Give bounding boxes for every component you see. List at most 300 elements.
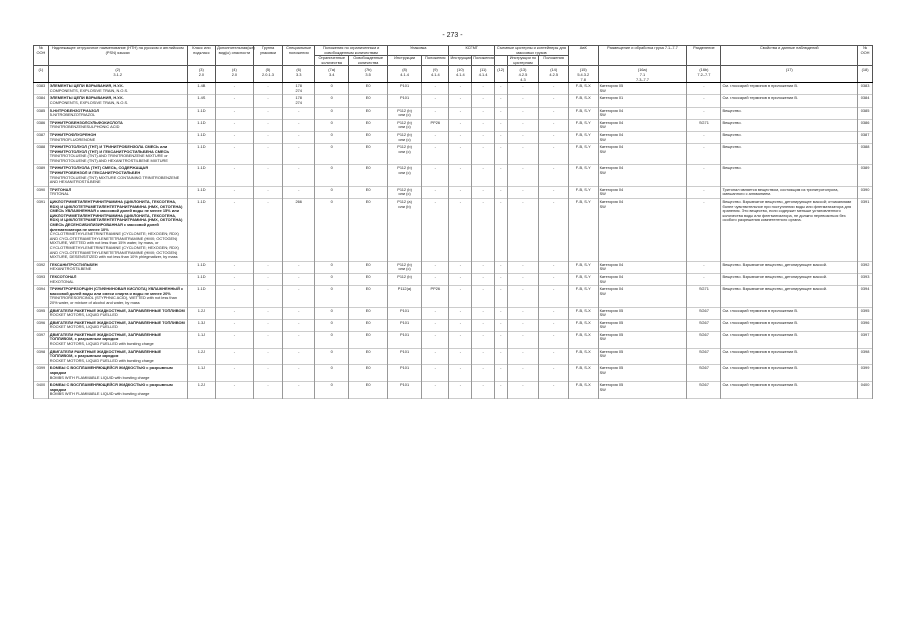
cell-tank-provision: -	[539, 307, 569, 319]
cell-tank-provision: -	[539, 319, 569, 331]
name-english: ROCKET MOTORS, LIQUID FUELLED	[49, 324, 118, 330]
cell-limited-quantity: 0	[315, 382, 349, 399]
cell-tank-12: -	[494, 273, 507, 285]
cell-shipping-name	[48, 199, 187, 262]
cell-class: 1.2J	[187, 307, 215, 319]
table-row	[34, 95, 873, 107]
cell-limited-quantity: 0	[315, 261, 349, 273]
cell-tank-instruction: -	[507, 186, 539, 198]
name-english: HEXOTONAL	[49, 278, 74, 284]
cell-tank-instruction: -	[507, 261, 539, 273]
name-russian: БОМБЫ С ВОСПЛАМЕНЯЮЩЕЙСЯ ЖИДКОСТЬЮ с разрывным зарядом	[49, 365, 173, 376]
cell-packing-instruction: P101	[388, 319, 422, 331]
header-class: Класс или подкласс	[187, 46, 215, 66]
cell-ibc-instruction: -	[449, 144, 472, 165]
header-subsidiary-hazard: Дополнительная(ые) вид(ы) опасности	[216, 46, 254, 66]
cell-tank-instruction: -	[507, 307, 539, 319]
cell-segregation: -	[687, 261, 721, 273]
cell-shipping-name	[48, 382, 187, 399]
cell-shipping-name	[48, 131, 187, 143]
cell-excepted-quantity: E0	[349, 95, 388, 107]
cell-ems: F-B, S-Y	[568, 165, 598, 186]
cell-ibc-provision: -	[472, 348, 495, 365]
colnum-2: (2) 3.1.2	[48, 66, 187, 83]
cell-shipping-name	[48, 307, 187, 319]
cell-excepted-quantity: E0	[349, 382, 388, 399]
table-row	[34, 144, 873, 165]
cell-packing-group: -	[253, 348, 283, 365]
cell-class: 1.1J	[187, 365, 215, 382]
cell-ibc-instruction: -	[449, 286, 472, 307]
cell-stowage: Категория 04 SW	[598, 273, 687, 285]
cell-properties: Вещество. Взрывчатое вещество, детонирующее массой.	[721, 273, 858, 285]
cell-packing-instruction: P112 (b)	[388, 273, 422, 285]
colnum-15: (15) 5.4.3.2 7.8	[568, 66, 598, 83]
name-english: TRINITRORESORCINOL (STYPHNIC ACID), WETTED with not less than 20% water, or mixture of alcohol and water, by mass	[49, 295, 177, 305]
cell-tank-instruction: -	[507, 348, 539, 365]
cell-ems: F-B, S-Y	[568, 186, 598, 198]
cell-class: 1.2J	[187, 348, 215, 365]
cell-packing-group: -	[253, 186, 283, 198]
cell-un-number: 0383	[34, 83, 49, 95]
name-russian: ТРИНИТРОФЛУОРЕНОН	[49, 131, 97, 137]
table-row	[34, 119, 873, 131]
dangerous-goods-table	[33, 45, 873, 399]
table-row	[34, 319, 873, 331]
cell-excepted-quantity: E0	[349, 119, 388, 131]
cell-tank-12: -	[494, 107, 507, 119]
cell-packing-instruction: P112 (b) или (c)	[388, 144, 422, 165]
cell-class: 1.1D	[187, 199, 215, 262]
cell-packing-group: -	[253, 95, 283, 107]
cell-un-number-right: 0388	[858, 144, 873, 165]
cell-excepted-quantity: E0	[349, 165, 388, 186]
cell-properties: См. глоссарий терминов в приложении B.	[721, 83, 858, 95]
cell-un-number-right: 0393	[858, 273, 873, 285]
cell-ems: F-B, S-Y	[568, 261, 598, 273]
name-english: BOMBS WITH FLAMMABLE LIQUID with bursting charge	[49, 374, 150, 380]
cell-properties: Вещество. Взрывчатое вещество, детонирующее массой.	[721, 261, 858, 273]
cell-properties: Вещество. Взрывчатое вещество, детонирующее массой.	[721, 286, 858, 307]
cell-limited-quantity: 0	[315, 95, 349, 107]
cell-subsidiary-hazard: -	[216, 365, 254, 382]
cell-packing-group: -	[253, 144, 283, 165]
cell-un-number-right: 0387	[858, 131, 873, 143]
header-ibc-provisions: Положения	[472, 56, 495, 66]
cell-tank-instruction: -	[507, 119, 539, 131]
cell-shipping-name	[48, 319, 187, 331]
cell-properties: Тритонал является веществом, состоящим из тринитротолуола, смешанного с алюминием.	[721, 186, 858, 198]
cell-tank-12: -	[494, 83, 507, 95]
cell-ibc-instruction: -	[449, 273, 472, 285]
cell-un-number-right: 0383	[858, 83, 873, 95]
cell-packing-instruction: P112 (b) или (c)	[388, 261, 422, 273]
header-packing-instructions: Инструкции	[388, 56, 422, 66]
cell-ibc-provision: -	[472, 107, 495, 119]
cell-ems: F-B, S-Y	[568, 119, 598, 131]
cell-packing-provision: -	[422, 107, 449, 119]
name-russian: ТРИНИТРОБЕНЗОЛСУЛЬФОКИСЛОТА	[49, 119, 123, 125]
cell-un-number-right: 0391	[858, 199, 873, 262]
cell-un-number: 0390	[34, 186, 49, 198]
cell-tank-provision: -	[539, 165, 569, 186]
cell-limited-quantity: 0	[315, 348, 349, 365]
cell-ibc-provision: -	[472, 83, 495, 95]
colnum-3: (3) 2.0	[187, 66, 215, 83]
cell-packing-provision: -	[422, 365, 449, 382]
cell-subsidiary-hazard: -	[216, 199, 254, 262]
cell-packing-provision: -	[422, 131, 449, 143]
cell-ems: F-B, S-X	[568, 95, 598, 107]
cell-limited-quantity: 0	[315, 107, 349, 119]
cell-packing-group: -	[253, 131, 283, 143]
colnum-9: (9) 4.1.4	[422, 66, 449, 83]
cell-special-provisions: -	[283, 365, 315, 382]
name-russian: ТРИНИТРОТОЛУОЛА (ТНТ) СМЕСЬ, СОДЕРЖАЩАЯ ТРИНИТРОБЕНЗОЛ И ГЕКСАНИТРОСТИЛЬБЕН	[49, 165, 149, 176]
cell-ems: F-B, S-Y	[568, 144, 598, 165]
cell-packing-instruction: P112 (b) или (c)	[388, 186, 422, 198]
cell-tank-12: -	[494, 365, 507, 382]
cell-subsidiary-hazard: -	[216, 95, 254, 107]
cell-packing-provision: -	[422, 331, 449, 348]
cell-shipping-name	[48, 144, 187, 165]
cell-tank-provision: -	[539, 382, 569, 399]
cell-segregation: SG71	[687, 286, 721, 307]
cell-ibc-provision: -	[472, 331, 495, 348]
cell-un-number: 0398	[34, 348, 49, 365]
cell-shipping-name	[48, 261, 187, 273]
cell-ems: F-B, S-Y	[568, 199, 598, 262]
header-special-provisions: Специальные положения	[283, 46, 315, 66]
cell-tank-provision: -	[539, 365, 569, 382]
table-row	[34, 83, 873, 95]
cell-excepted-quantity: E0	[349, 131, 388, 143]
cell-un-number: 0384	[34, 95, 49, 107]
cell-tank-12: -	[494, 286, 507, 307]
cell-packing-instruction: P101	[388, 307, 422, 319]
header-segregation: Разделение	[687, 46, 721, 66]
cell-tank-provision: -	[539, 144, 569, 165]
cell-ibc-instruction: -	[449, 165, 472, 186]
cell-properties: Вещество.	[721, 119, 858, 131]
cell-tank-instruction: -	[507, 273, 539, 285]
cell-un-number-right: 0398	[858, 348, 873, 365]
name-english: 5-NITROBENZOTRIAZOL	[49, 112, 96, 118]
table-row	[34, 273, 873, 285]
colnum-8: (8) 4.1.4	[388, 66, 422, 83]
cell-tank-provision: -	[539, 83, 569, 95]
cell-ems: F-B, S-X	[568, 348, 598, 365]
name-english: ROCKET MOTORS, LIQUID FUELLED with bursting charge	[49, 341, 154, 347]
cell-un-number-right: 0400	[858, 382, 873, 399]
cell-special-provisions: -	[283, 144, 315, 165]
cell-special-provisions: -	[283, 273, 315, 285]
header-packing: Упаковка	[388, 46, 449, 56]
cell-stowage: Категория 05 SW	[598, 319, 687, 331]
cell-class: 1.4B	[187, 83, 215, 95]
name-english: HEXANITROSTILBENE	[49, 266, 92, 272]
cell-segregation: SG67	[687, 365, 721, 382]
cell-subsidiary-hazard: -	[216, 286, 254, 307]
cell-special-provisions: -	[283, 348, 315, 365]
cell-subsidiary-hazard: -	[216, 348, 254, 365]
colnum-10: (10) 4.1.4	[449, 66, 472, 83]
name-russian: ГЕКСАНИТРОСТИЛЬБЕН	[49, 261, 98, 267]
cell-tank-12: -	[494, 144, 507, 165]
cell-tank-provision: -	[539, 273, 569, 285]
cell-ibc-instruction: -	[449, 331, 472, 348]
cell-un-number: 0389	[34, 165, 49, 186]
cell-special-provisions: -	[283, 261, 315, 273]
cell-limited-quantity: 0	[315, 119, 349, 131]
cell-ibc-instruction: -	[449, 261, 472, 273]
cell-packing-group: -	[253, 365, 283, 382]
table-row	[34, 165, 873, 186]
cell-ibc-provision: -	[472, 119, 495, 131]
header-limited-sub: Ограниченные количества	[315, 56, 349, 66]
cell-segregation: -	[687, 273, 721, 285]
cell-ibc-provision: -	[472, 95, 495, 107]
cell-class: 1.1D	[187, 273, 215, 285]
cell-packing-provision: -	[422, 165, 449, 186]
cell-stowage: Категория 04 SW	[598, 131, 687, 143]
cell-ibc-provision: -	[472, 319, 495, 331]
cell-un-number: 0386	[34, 119, 49, 131]
name-russian: ТРИНИТРОРЕЗОРЦИН (СТИФНИНОВАЯ КИСЛОТА) УВЛАЖНЕННЫЙ с массовой долей воды или смеси спирта и воды не менее 20%	[49, 286, 184, 296]
cell-segregation: SG67	[687, 382, 721, 399]
cell-un-number-right: 0395	[858, 307, 873, 319]
cell-un-number: 0388	[34, 144, 49, 165]
colnum-16a: (16a) 7.1 7.3–7.7	[598, 66, 687, 83]
cell-shipping-name	[48, 83, 187, 95]
cell-un-number-right: 0386	[858, 119, 873, 131]
cell-tank-12: -	[494, 186, 507, 198]
cell-ibc-instruction: -	[449, 365, 472, 382]
cell-limited-quantity: 0	[315, 331, 349, 348]
cell-stowage: Категория 04 SW	[598, 286, 687, 307]
cell-packing-group: -	[253, 83, 283, 95]
cell-limited-quantity: 0	[315, 131, 349, 143]
name-english: BOMBS WITH FLAMMABLE LIQUID with bursting charge	[49, 391, 150, 397]
table-row	[34, 199, 873, 262]
cell-ibc-provision: -	[472, 131, 495, 143]
cell-packing-group: -	[253, 286, 283, 307]
cell-excepted-quantity: E0	[349, 83, 388, 95]
cell-properties: Вещество.	[721, 165, 858, 186]
cell-ibc-instruction: -	[449, 95, 472, 107]
cell-tank-provision: -	[539, 95, 569, 107]
cell-tank-12: -	[494, 131, 507, 143]
cell-properties: См. глоссарий терминов в приложении B.	[721, 348, 858, 365]
cell-ibc-instruction: -	[449, 107, 472, 119]
cell-segregation: -	[687, 95, 721, 107]
cell-segregation: SG67	[687, 319, 721, 331]
cell-tank-instruction: -	[507, 365, 539, 382]
cell-un-number-right: 0396	[858, 319, 873, 331]
cell-properties: См. глоссарий терминов в приложении B.	[721, 365, 858, 382]
table-row	[34, 186, 873, 198]
header-properties: Свойства и данные наблюдений	[721, 46, 858, 66]
cell-un-number-right: 0397	[858, 331, 873, 348]
cell-tank-provision: -	[539, 261, 569, 273]
name-english: TRINITROFLUORENONE	[49, 136, 96, 142]
name-english: TRINITROTOLUENE (TNT) MIXTURE CONTAINING TRINITROBENZENE AND HEXANITROSTILBENE	[49, 174, 180, 185]
cell-tank-provision: -	[539, 331, 569, 348]
cell-special-provisions: -	[283, 186, 315, 198]
cell-subsidiary-hazard: -	[216, 331, 254, 348]
cell-excepted-quantity: E0	[349, 186, 388, 198]
name-russian: ЭЛЕМЕНТЫ ЦЕПИ ВЗРЫВАНИЯ, Н.У.К.	[49, 83, 124, 89]
cell-ibc-instruction: -	[449, 83, 472, 95]
cell-ems: F-B, S-X	[568, 382, 598, 399]
cell-tank-instruction: -	[507, 319, 539, 331]
cell-excepted-quantity: E0	[349, 144, 388, 165]
cell-segregation: -	[687, 165, 721, 186]
cell-ems: F-B, S-X	[568, 307, 598, 319]
cell-ibc-instruction: -	[449, 131, 472, 143]
cell-segregation: -	[687, 131, 721, 143]
cell-stowage: Категория 01	[598, 95, 687, 107]
cell-special-provisions: -	[283, 319, 315, 331]
cell-ibc-provision: -	[472, 165, 495, 186]
cell-special-provisions: -	[283, 119, 315, 131]
colnum-5: (5) 2.0.1.3	[253, 66, 283, 83]
cell-shipping-name	[48, 273, 187, 285]
cell-tank-instruction: -	[507, 83, 539, 95]
cell-tank-12: -	[494, 119, 507, 131]
cell-stowage: Категория 05 SW	[598, 307, 687, 319]
cell-class: 1.1D	[187, 144, 215, 165]
cell-un-number-right: 0399	[858, 365, 873, 382]
cell-properties: Вещество.	[721, 131, 858, 143]
cell-ems: F-B, S-Y	[568, 131, 598, 143]
cell-tank-12: -	[494, 331, 507, 348]
cell-subsidiary-hazard: -	[216, 273, 254, 285]
cell-stowage: Категория 04 SW	[598, 119, 687, 131]
cell-stowage: Категория 04 SW	[598, 165, 687, 186]
cell-packing-instruction: P112 (b) или (c)	[388, 165, 422, 186]
cell-packing-group: -	[253, 261, 283, 273]
cell-tank-instruction: -	[507, 286, 539, 307]
name-english: TRINITROBENZENESULPHONIC ACID	[49, 124, 120, 130]
cell-shipping-name	[48, 107, 187, 119]
cell-packing-instruction: P101	[388, 83, 422, 95]
cell-ibc-instruction: -	[449, 119, 472, 131]
name-russian: ДВИГАТЕЛИ РАКЕТНЫЕ ЖИДКОСТНЫЕ, ЗАПРАВЛЕННЫЕ ТОПЛИВОМ, с разрывным зарядом	[49, 348, 162, 359]
cell-ibc-provision: -	[472, 286, 495, 307]
cell-tank-instruction: -	[507, 165, 539, 186]
cell-ibc-instruction: -	[449, 319, 472, 331]
cell-ibc-provision: -	[472, 365, 495, 382]
cell-special-provisions: -	[283, 382, 315, 399]
header-excepted-sub: Освобожденные количества	[349, 56, 388, 66]
cell-shipping-name	[48, 186, 187, 198]
name-english: ROCKET MOTORS, LIQUID FUELLED with bursting charge	[49, 357, 154, 363]
cell-tank-12: -	[494, 319, 507, 331]
cell-class: 1.1D	[187, 131, 215, 143]
cell-properties: См. глоссарий терминов в приложении B.	[721, 95, 858, 107]
cell-excepted-quantity: E0	[349, 107, 388, 119]
colnum-18: (18)	[858, 66, 873, 83]
cell-limited-quantity: 0	[315, 165, 349, 186]
cell-ibc-provision: -	[472, 199, 495, 262]
table-row	[34, 261, 873, 273]
cell-shipping-name	[48, 286, 187, 307]
header-tank-instructions: Инструкции по цистернам	[507, 56, 539, 66]
cell-excepted-quantity: E0	[349, 348, 388, 365]
table-row	[34, 107, 873, 119]
header-un-number-right: № ООН	[858, 46, 873, 66]
cell-class: 1.1J	[187, 331, 215, 348]
colnum-13: (13) 4.2.5 4.3	[507, 66, 539, 83]
cell-shipping-name	[48, 95, 187, 107]
cell-packing-instruction: P101	[388, 382, 422, 399]
cell-ibc-provision: -	[472, 186, 495, 198]
table-row	[34, 131, 873, 143]
cell-segregation: SG71	[687, 119, 721, 131]
cell-subsidiary-hazard: -	[216, 186, 254, 198]
cell-class: 1.1D	[187, 165, 215, 186]
header-ems: АвК	[568, 46, 598, 66]
header-packing-group: Группа упаковки	[253, 46, 283, 66]
cell-special-provisions: 178 274	[283, 95, 315, 107]
cell-un-number: 0394	[34, 286, 49, 307]
cell-tank-provision: -	[539, 107, 569, 119]
cell-packing-provision: -	[422, 83, 449, 95]
cell-excepted-quantity: E0	[349, 307, 388, 319]
header-un-number: № ООН	[34, 46, 49, 66]
cell-packing-provision: -	[422, 186, 449, 198]
cell-excepted-quantity: E0	[349, 273, 388, 285]
cell-tank-12: -	[494, 382, 507, 399]
name-russian: 5-НИТРОБЕНЗОТРИАЗОЛ	[49, 107, 100, 113]
cell-tank-instruction: -	[507, 331, 539, 348]
header-ibc: КСГМГ	[449, 46, 495, 56]
name-russian: ТРИНИТРОТОЛУОЛ (ТНТ) И ТРИНИТРОБЕНЗОЛА СМЕСЬ или ТРИНИТРОТОЛУОЛ (ТНТ) И ГЕКСАНИТРОСТИЛЬБЕНА СМЕСЬ	[49, 144, 170, 154]
cell-subsidiary-hazard: -	[216, 261, 254, 273]
cell-un-number: 0396	[34, 319, 49, 331]
cell-un-number-right: 0385	[858, 107, 873, 119]
cell-special-provisions: 178 274	[283, 83, 315, 95]
cell-ems: F-B, S-X	[568, 365, 598, 382]
cell-limited-quantity: 0	[315, 286, 349, 307]
cell-subsidiary-hazard: -	[216, 131, 254, 143]
cell-tank-provision: -	[539, 348, 569, 365]
cell-class: 1.1D	[187, 261, 215, 273]
cell-subsidiary-hazard: -	[216, 382, 254, 399]
cell-tank-provision: -	[539, 286, 569, 307]
cell-packing-group: -	[253, 199, 283, 262]
cell-tank-instruction: -	[507, 199, 539, 262]
cell-packing-instruction: P101	[388, 95, 422, 107]
colnum-4: (4) 2.0	[216, 66, 254, 83]
cell-tank-provision: -	[539, 186, 569, 198]
name-english: CYCLOTRIMETHYLENETRINITRAMINE (CYCLONITE; HEXOGEN; RDX) AND CYCLOTETRAMETHYLENETETRANITRAMINE (HMX; OCTOGEN) MIXTURE, WETTED with not less than 15% water, by mass, or CYCLOTRIMETHYLENETRINITRAMINE (CYCLONITE; HEXOGEN; RDX) AND CYCLOTETRAMETHYLENETETRANITRAMINE (HMX; OCTOGEN) MIXTURE, DESENSITIZED with not less than 10% phlegmatizer, by mass	[49, 231, 179, 260]
cell-packing-instruction: P101	[388, 365, 422, 382]
cell-un-number-right: 0392	[858, 261, 873, 273]
cell-packing-provision: -	[422, 273, 449, 285]
cell-tank-instruction: -	[507, 107, 539, 119]
cell-excepted-quantity: E0	[349, 286, 388, 307]
cell-class: 1.1D	[187, 107, 215, 119]
cell-properties: См. глоссарий терминов в приложении B.	[721, 331, 858, 348]
cell-subsidiary-hazard: -	[216, 83, 254, 95]
colnum-1: (1)	[34, 66, 49, 83]
name-russian: ЦИКЛОТРИМЕТИЛЕНТРИНИТРАМИНА (ЦИКЛОНИТА, ГЕКСОГЕНА, RDX) И ЦИКЛОТЕТРАМЕТИЛЕНТЕТРАНИТРАМИНА (HMX, ОКТОГЕНА) СМЕСЬ УВЛАЖНЕННАЯ с массовой долей воды не менее 15% или ЦИКЛОТРИМЕТИЛЕНТРИНИТРАМИНА (ЦИКЛОНИТА, ГЕКСОГЕНА, RDX) И ЦИКЛОТЕТРАМЕТИЛЕНТЕТРАНИТРАМИНА (HMX, ОКТОГЕНА) СМЕСЬ ДЕСЕНСИБИЛИЗИРОВАННАЯ с массовой долей флегматизатора не менее 10%	[49, 199, 183, 232]
name-russian: ГЕКСОТОНАЛ	[49, 273, 77, 279]
cell-excepted-quantity: E0	[349, 199, 388, 262]
cell-packing-provision: -	[422, 199, 449, 262]
